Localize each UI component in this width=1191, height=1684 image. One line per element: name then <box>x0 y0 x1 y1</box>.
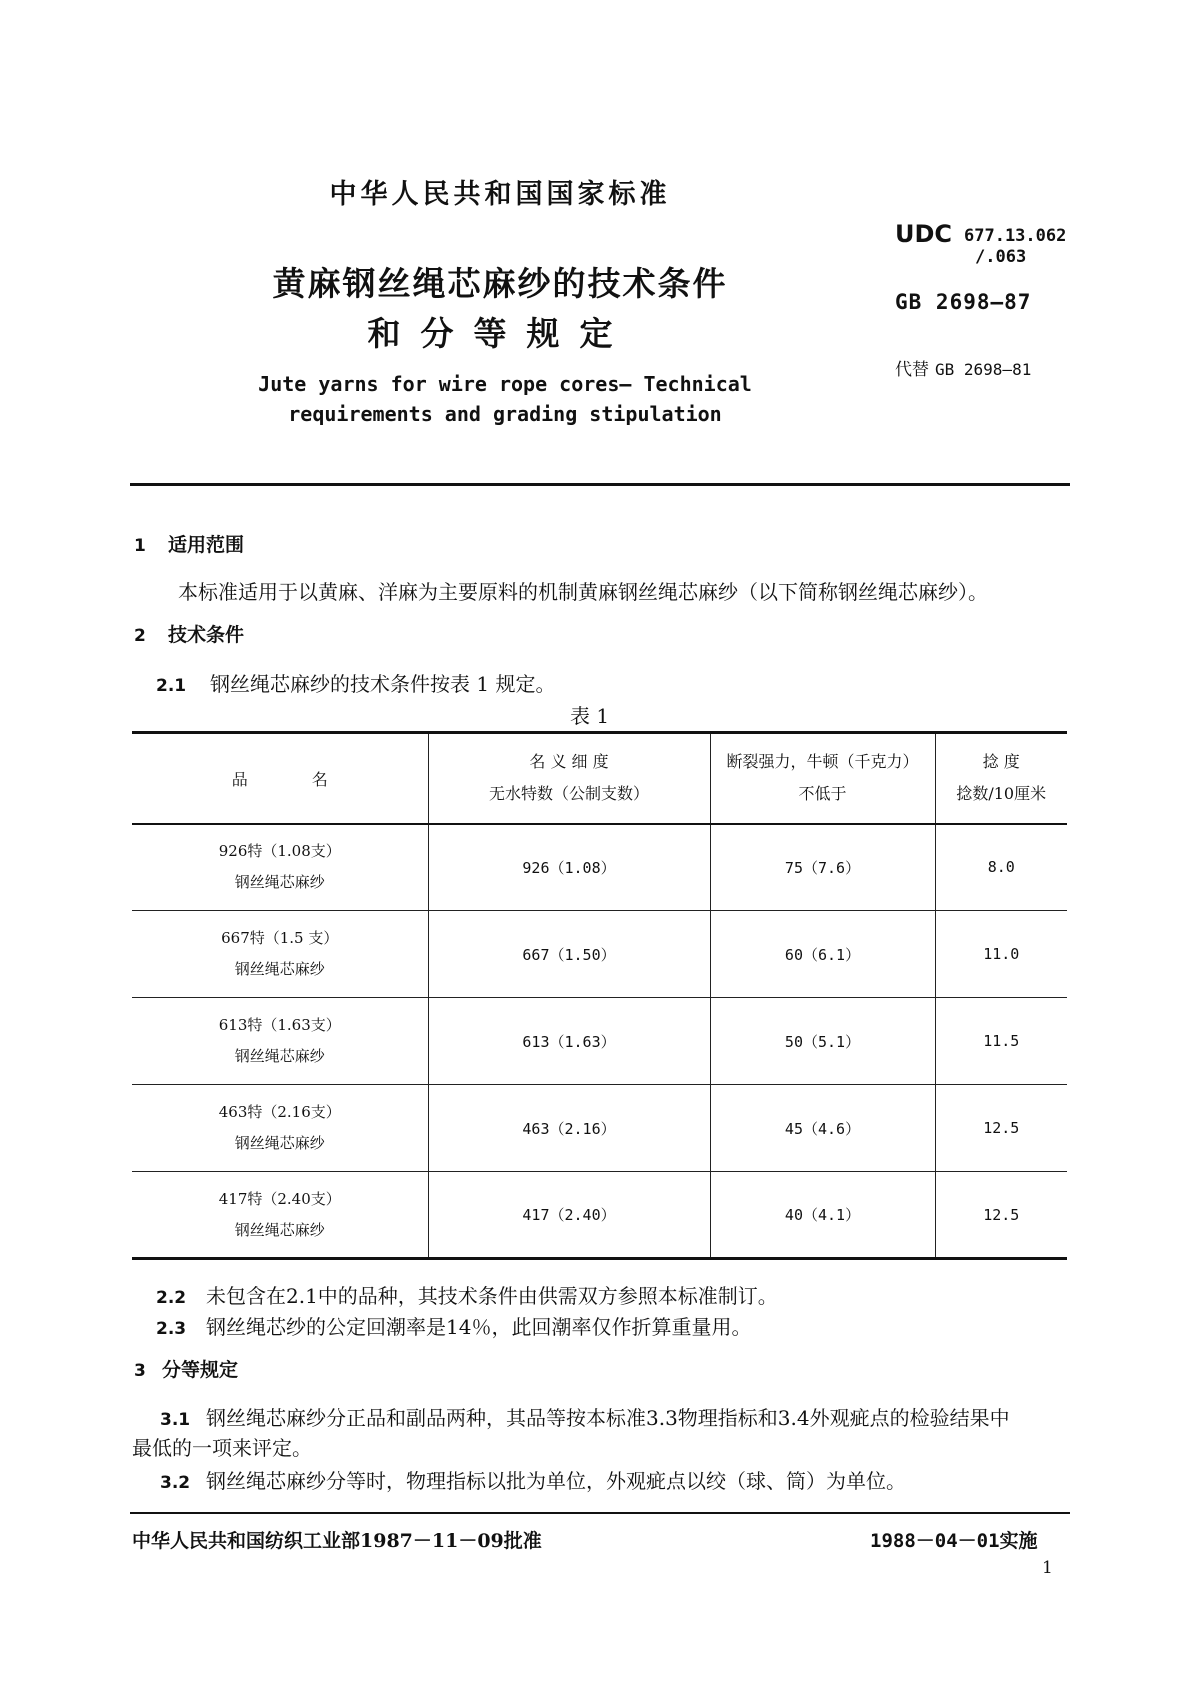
cell-twist: 11.5 <box>935 998 1067 1085</box>
clause-3-2-text: 钢丝绳芯麻纱分等时，物理指标以批为单位，外观疵点以绞（球、筒）为单位。 <box>206 1469 906 1493</box>
table-caption: 表 1 <box>570 704 610 728</box>
header-twist: 捻 度 捻数/10厘米 <box>935 733 1067 824</box>
country-standard-heading: 中华人民共和国国家标准 <box>329 179 671 210</box>
replaces-code: GB 2698—81 <box>935 360 1032 379</box>
clause-2-1-number: 2.1 <box>156 676 187 696</box>
cell-twist: 8.0 <box>935 824 1067 911</box>
title-zh-line1: 黄麻钢丝绳芯麻纱的技术条件 <box>272 264 728 303</box>
section-2-title: 技术条件 <box>168 624 245 646</box>
header-divider <box>130 483 1070 486</box>
udc-code-line2: /.063 <box>975 247 1027 267</box>
cell-name: 463特（2.16支） 钢丝绳芯麻纱 <box>218 1103 341 1152</box>
clause-2-1-text: 钢丝绳芯麻纱的技术条件按表 1 规定。 <box>210 672 556 696</box>
header-fineness: 名 义 细 度 无水特数（公制支数） <box>428 733 710 824</box>
cell-twist: 12.5 <box>935 1172 1067 1259</box>
table-row <box>132 998 1067 1085</box>
title-en-line1: Jute yarns for wire rope cores— Technical <box>258 372 752 396</box>
clause-2-3-number: 2.3 <box>156 1319 187 1339</box>
cell-twist: 12.5 <box>935 1085 1067 1172</box>
cell-strength: 45（4.6） <box>710 1085 935 1172</box>
title-zh-line2: 和分等规定 <box>367 314 633 353</box>
replaces-label: 代替 <box>895 360 929 380</box>
table-row <box>132 824 1067 911</box>
table-row <box>132 911 1067 998</box>
clause-2-3 <box>156 1311 751 1340</box>
cell-name: 417特（2.40支） 钢丝绳芯麻纱 <box>218 1189 341 1239</box>
gb-standard-code: GB 2698—87 <box>895 290 1032 314</box>
cell-name: 613特（1.63支） 钢丝绳芯麻纱 <box>218 1016 341 1065</box>
section-3-title: 分等规定 <box>162 1359 239 1381</box>
clause-3-1-text-line2: 最低的一项来评定。 <box>132 1436 312 1460</box>
cell-twist: 11.0 <box>935 911 1067 998</box>
section-1-number: 1 <box>134 536 146 556</box>
clause-3-1-text-line1: 钢丝绳芯麻纱分正品和副品两种，其品等按本标准3.3物理指标和3.4外观疵点的检验结果中 <box>206 1406 1010 1430</box>
cell-strength: 40（4.1） <box>710 1172 935 1259</box>
table-row <box>132 1085 1067 1172</box>
clause-2-2 <box>156 1280 778 1309</box>
title-en-line2: requirements and grading stipulation <box>288 402 722 426</box>
footer-divider <box>130 1512 1070 1514</box>
section-1-heading <box>134 530 244 557</box>
header-strength: 断裂强力，牛顿（千克力） 不低于 <box>710 733 935 824</box>
implementation-date: 1988－04－01实施 <box>870 1530 1038 1552</box>
cell-fineness: 667（1.50） <box>428 911 710 998</box>
cell-fineness: 613（1.63） <box>428 998 710 1085</box>
clause-3-2 <box>160 1465 906 1494</box>
section-3-heading <box>134 1355 238 1382</box>
cell-fineness: 463（2.16） <box>428 1085 710 1172</box>
approval-note: 中华人民共和国纺织工业部1987－11－09批准 <box>132 1530 542 1552</box>
cell-name: 667特（1.5 支） 钢丝绳芯麻纱 <box>221 929 339 978</box>
section-3-number: 3 <box>134 1361 146 1381</box>
cell-strength: 50（5.1） <box>710 998 935 1085</box>
section-2-heading <box>134 620 244 647</box>
clause-2-1 <box>156 668 555 697</box>
table-row <box>132 1172 1067 1259</box>
page-number: 1 <box>1042 1558 1053 1578</box>
cell-name: 926特（1.08支） 钢丝绳芯麻纱 <box>218 842 341 892</box>
clause-2-2-text: 未包含在2.1中的品种，其技术条件由供需双方参照本标准制订。 <box>206 1284 778 1308</box>
udc-code-line1: 677.13.062 <box>964 226 1067 246</box>
section-1-title: 适用范围 <box>168 534 245 556</box>
clause-3-1 <box>160 1402 1010 1431</box>
clause-3-1-number: 3.1 <box>160 1410 191 1430</box>
section-1-text: 本标准适用于以黄麻、洋麻为主要原料的机制黄麻钢丝绳芯麻纱（以下简称钢丝绳芯麻纱）。 <box>178 580 988 604</box>
clause-2-2-number: 2.2 <box>156 1288 187 1308</box>
header-name: 品 名 <box>231 769 328 789</box>
spec-table <box>132 731 1067 1260</box>
clause-3-2-number: 3.2 <box>160 1473 191 1493</box>
clause-2-3-text: 钢丝绳芯纱的公定回潮率是14％，此回潮率仅作折算重量用。 <box>206 1315 752 1339</box>
cell-strength: 75（7.6） <box>710 824 935 911</box>
udc-label: UDC <box>895 220 953 248</box>
cell-fineness: 926（1.08） <box>428 824 710 911</box>
cell-fineness: 417（2.40） <box>428 1172 710 1259</box>
table-header-row <box>132 733 1067 824</box>
cell-strength: 60（6.1） <box>710 911 935 998</box>
section-2-number: 2 <box>134 626 146 646</box>
